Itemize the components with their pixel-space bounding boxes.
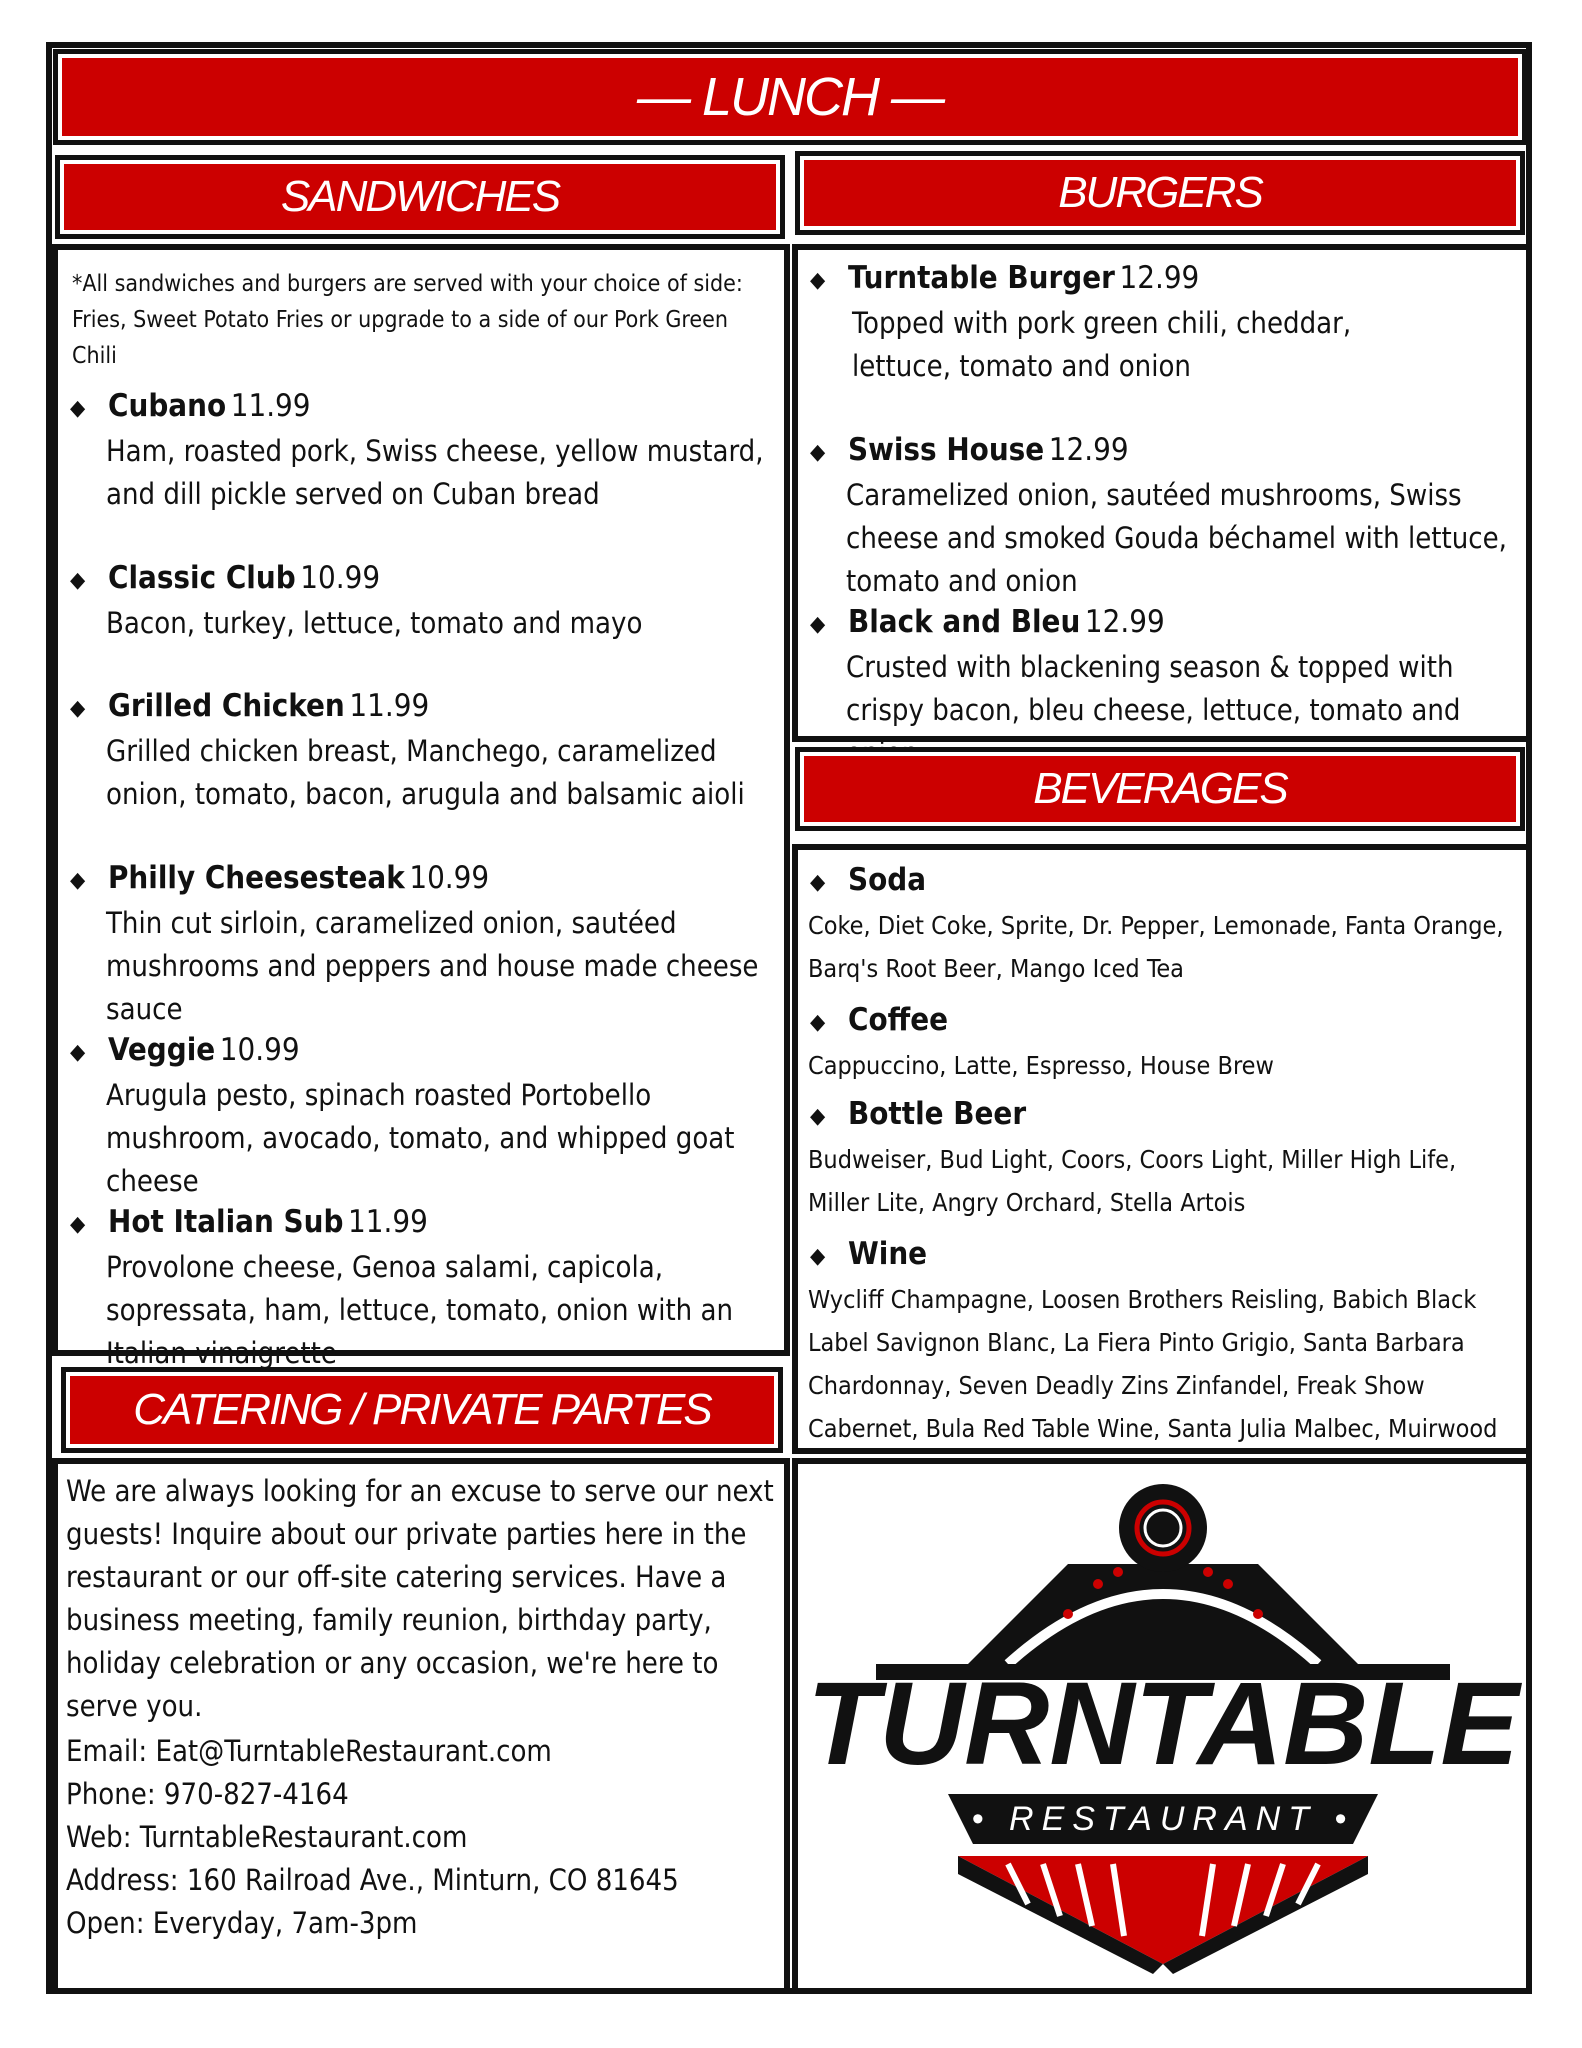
diamond-bullet-icon: ◆ bbox=[810, 612, 826, 637]
item-name: Hot Italian Sub bbox=[108, 1204, 344, 1240]
beverages-panel bbox=[792, 844, 1532, 1454]
beverage-name: Wine bbox=[848, 1236, 928, 1272]
item-name: Philly Cheesesteak bbox=[108, 860, 405, 896]
diamond-bullet-icon: ◆ bbox=[70, 868, 86, 893]
item-desc: Arugula pesto, spinach roasted Portobello mushroom, avocado, tomato, and whipped goat cheese bbox=[106, 1078, 735, 1198]
sandwiches-panel bbox=[52, 244, 790, 1370]
item-desc: Topped with pork green chili, cheddar, lettuce, tomato and onion bbox=[852, 306, 1352, 383]
turntable-logo bbox=[798, 1464, 1526, 1988]
contact-phone: Phone: 970-827-4164 bbox=[66, 1777, 349, 1811]
catering-text: We are always looking for an excuse to serve our next guests! Inquire about our private parties here in the restaurant or our off-site catering services. Have a business meeting, family reunion, birthday party, holiday celebration or any occasion, we're here to serve you. bbox=[66, 1474, 774, 1723]
diamond-bullet-icon: ◆ bbox=[810, 1010, 826, 1035]
item-desc: Caramelized onion, sautéed mushrooms, Swiss cheese and smoked Gouda béchamel with lettuce, tomato and onion bbox=[846, 478, 1507, 598]
contact-email: Email: Eat@TurntableRestaurant.com bbox=[66, 1734, 552, 1768]
diamond-bullet-icon: ◆ bbox=[70, 568, 86, 593]
item-price: 10.99 bbox=[300, 560, 381, 596]
page-title: — LUNCH — bbox=[636, 67, 944, 127]
catering-panel bbox=[52, 1458, 790, 1994]
item-name: Veggie bbox=[108, 1032, 216, 1068]
sides-note: *All sandwiches and burgers are served with your choice of side: Fries, Sweet Potato Fries or upgrade to a side of our Pork Green Chili bbox=[72, 271, 743, 369]
diamond-bullet-icon: ◆ bbox=[70, 1040, 86, 1065]
beverage-list: Wycliff Champagne, Loosen Brothers Reisling, Babich Black Label Savignon Blanc, La Fiera Pinto Grigio, Santa Barbara Chardonnay, Seven Deadly Zins Zinfandel, Freak Show Cabernet, Bula Red Table Wine, Santa Julia Malbec, Muirwood bbox=[808, 1285, 1498, 1443]
beverage-name: Coffee bbox=[848, 1002, 949, 1038]
item-desc: Crusted with blackening season & topped with crispy bacon, bleu cheese, lettuce, tomato and bbox=[846, 650, 1461, 727]
item-name: Cubano bbox=[108, 388, 227, 424]
logo-panel bbox=[792, 1458, 1532, 1994]
item-price: 11.99 bbox=[349, 688, 430, 724]
title-banner bbox=[58, 54, 1522, 140]
item-name: Swiss House bbox=[848, 432, 1045, 468]
beverage-list: Coke, Diet Coke, Sprite, Dr. Pepper, Lemonade, Fanta Orange, Barq's Root Beer, Mango Iced Tea bbox=[808, 911, 1504, 983]
diamond-bullet-icon: ◆ bbox=[70, 1212, 86, 1237]
burgers-heading: BURGERS bbox=[1058, 168, 1262, 217]
logo-subtitle: • RESTAURANT • bbox=[971, 1800, 1355, 1838]
item-price: 10.99 bbox=[409, 860, 490, 896]
item-desc: Provolone cheese, Genoa salami, capicola, sopressata, ham, lettuce, tomato, onion with an Italian vinaigrette bbox=[106, 1250, 734, 1370]
item-desc: Grilled chicken breast, Manchego, caramelized onion, tomato, bacon, arugula and balsamic aioli bbox=[106, 734, 745, 811]
contact-address: Address: 160 Railroad Ave., Minturn, CO 81645 bbox=[66, 1863, 679, 1897]
item-price: 11.99 bbox=[348, 1204, 428, 1240]
logo-name: TURNTABLE bbox=[806, 1658, 1520, 1790]
sandwiches-banner bbox=[60, 160, 780, 234]
beverage-list: Budweiser, Bud Light, Coors, Coors Light, Miller High Life, Miller Lite, Angry Orchard, Stella Artois bbox=[808, 1145, 1457, 1217]
item-price: 12.99 bbox=[1084, 604, 1165, 640]
diamond-bullet-icon: ◆ bbox=[810, 1104, 826, 1129]
catering-heading: CATERING / PRIVATE PARTES bbox=[133, 1385, 711, 1434]
item-price: 12.99 bbox=[1048, 432, 1129, 468]
burgers-panel bbox=[792, 244, 1532, 742]
diamond-bullet-icon: ◆ bbox=[70, 696, 86, 721]
logo-bottom-deck bbox=[958, 1856, 1368, 1964]
item-name: Turntable Burger bbox=[848, 260, 1115, 296]
item-desc: Bacon, turkey, lettuce, tomato and mayo bbox=[106, 606, 643, 640]
item-desc: Ham, roasted pork, Swiss cheese, yellow mustard, and dill pickle served on Cuban bread bbox=[106, 434, 764, 511]
diamond-bullet-icon: ◆ bbox=[810, 440, 826, 465]
diamond-bullet-icon: ◆ bbox=[70, 396, 86, 421]
catering-banner bbox=[66, 1372, 778, 1448]
item-name: Black and Bleu bbox=[848, 604, 1081, 640]
item-desc: Thin cut sirloin, caramelized onion, sautéed mushrooms and peppers and house made cheese sauce bbox=[106, 906, 759, 1026]
contact-web: Web: TurntableRestaurant.com bbox=[66, 1820, 468, 1854]
beverages-banner bbox=[800, 752, 1520, 826]
beverage-name: Bottle Beer bbox=[848, 1096, 1027, 1132]
diamond-bullet-icon: ◆ bbox=[810, 268, 826, 293]
beverage-name: Soda bbox=[848, 862, 927, 898]
diamond-bullet-icon: ◆ bbox=[810, 870, 826, 895]
item-price: 12.99 bbox=[1119, 260, 1200, 296]
item-price: 11.99 bbox=[230, 388, 311, 424]
item-price: 10.99 bbox=[219, 1032, 300, 1068]
sandwiches-heading: SANDWICHES bbox=[280, 172, 560, 221]
item-name: Grilled Chicken bbox=[108, 688, 345, 724]
item-name: Classic Club bbox=[108, 560, 296, 596]
beverage-list: Cappuccino, Latte, Espresso, House Brew bbox=[808, 1051, 1274, 1080]
burgers-banner bbox=[800, 156, 1520, 230]
diamond-bullet-icon: ◆ bbox=[810, 1244, 826, 1269]
contact-hours: Open: Everyday, 7am-3pm bbox=[66, 1906, 418, 1940]
beverages-heading: BEVERAGES bbox=[1033, 764, 1287, 813]
